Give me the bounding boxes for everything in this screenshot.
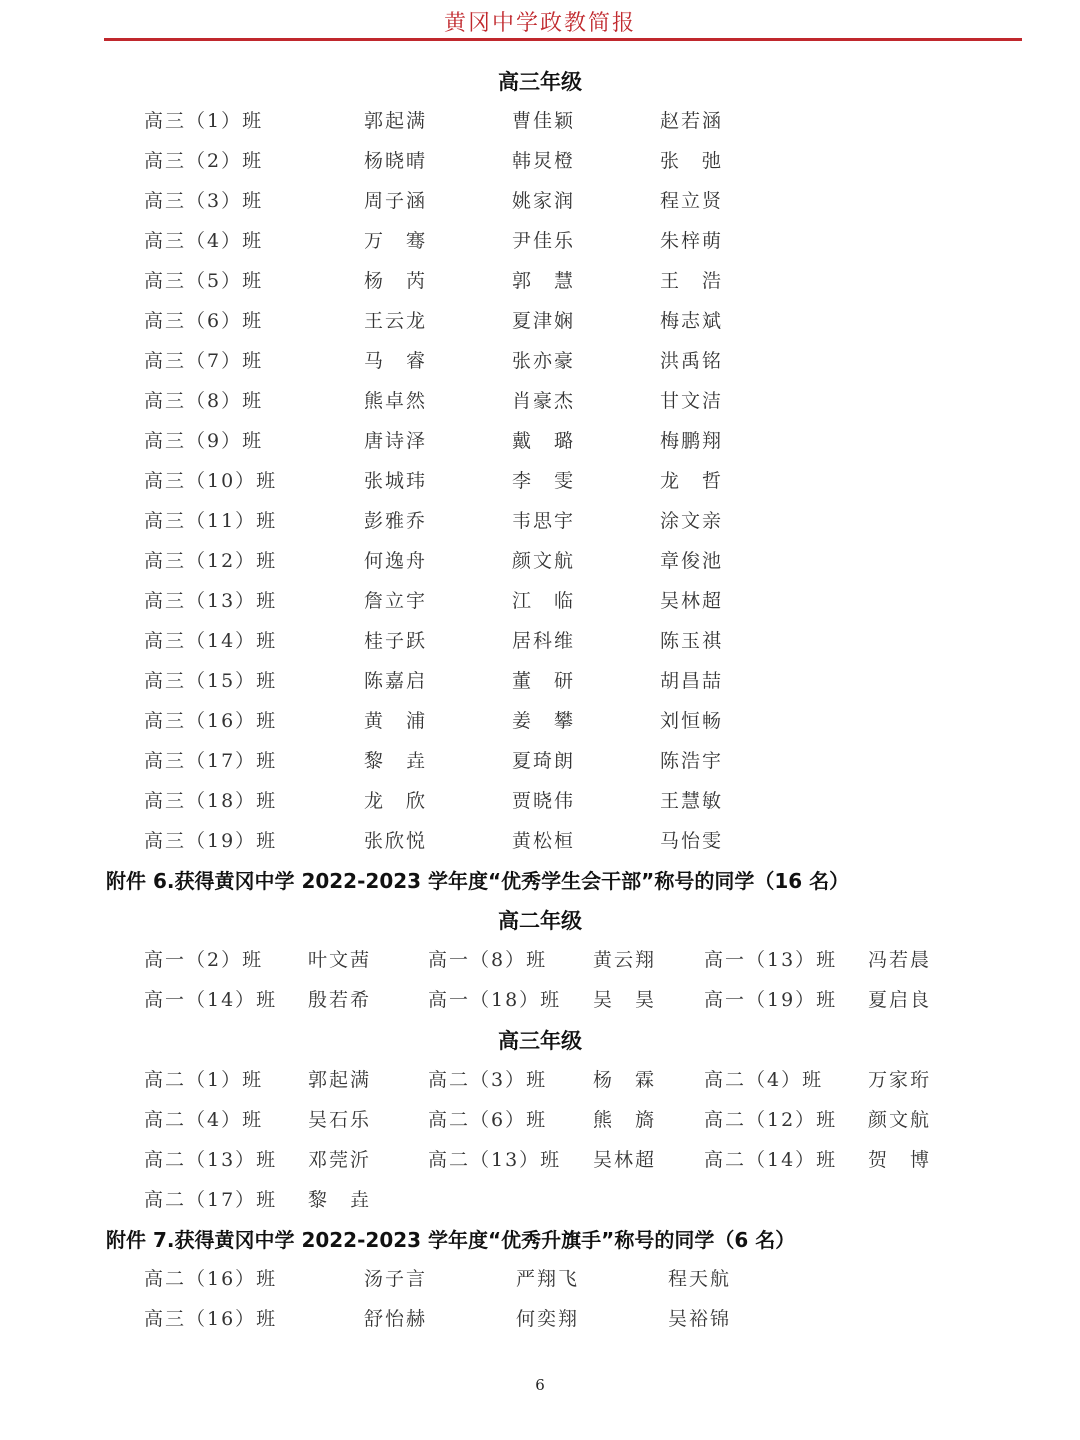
student-name: 彭雅乔: [364, 510, 428, 532]
student-name: 詹立宇: [364, 590, 428, 612]
class-name: 高三（8）班: [144, 390, 264, 412]
student-name: 姚家润: [512, 190, 576, 212]
student-name: 万家珩: [868, 1069, 932, 1091]
student-name: 郭起满: [364, 110, 428, 132]
class-name: 高三（9）班: [144, 430, 264, 452]
newsletter-header: [0, 0, 1080, 42]
student-name: 程天航: [668, 1268, 732, 1290]
student-name: 邓莞沂: [308, 1149, 372, 1171]
student-name: 张欣悦: [364, 830, 428, 852]
student-name: 杨晓晴: [364, 150, 428, 172]
class-name: 高三（2）班: [144, 150, 264, 172]
class-name: 高三（14）班: [144, 630, 278, 652]
class-name: 高二（16）班: [144, 1268, 278, 1290]
student-name: 陈玉祺: [660, 630, 724, 652]
grade12-row: [0, 466, 1080, 496]
student-name: 吴裕锦: [668, 1308, 732, 1330]
student-name: 刘恒畅: [660, 710, 724, 732]
student-name: 舒怡赫: [364, 1308, 428, 1330]
student-name: 张 弛: [660, 150, 724, 172]
student-name: 涂文亲: [660, 510, 724, 532]
grade12-row: [0, 506, 1080, 536]
annex6-grade11-row: [0, 945, 1080, 975]
student-name: 冯若晨: [868, 949, 932, 971]
annex6-grade12-row: [0, 1065, 1080, 1095]
student-name: 肖豪杰: [512, 390, 576, 412]
grade12-heading: 高三年级: [498, 70, 582, 94]
grade12-row: [0, 426, 1080, 456]
class-name: 高三（3）班: [144, 190, 264, 212]
student-name: 居科维: [512, 630, 576, 652]
header-divider: [104, 38, 1022, 41]
grade12-row: [0, 306, 1080, 336]
student-name: 熊卓然: [364, 390, 428, 412]
student-name: 夏琦朗: [512, 750, 576, 772]
class-name: 高三（1）班: [144, 110, 264, 132]
class-name: 高一（13）班: [704, 949, 838, 971]
student-name: 马怡雯: [660, 830, 724, 852]
annex6-grade11-heading: 高二年级: [498, 909, 582, 933]
grade12-row: [0, 746, 1080, 776]
class-name: 高一（2）班: [144, 949, 264, 971]
class-name: 高三（16）班: [144, 710, 278, 732]
newsletter-title: 黄冈中学政教简报: [443, 11, 636, 36]
class-name: 高三（5）班: [144, 270, 264, 292]
student-name: 吴 昊: [593, 989, 657, 1011]
annex6-grade12-heading: 高三年级: [498, 1029, 582, 1053]
class-name: 高一（19）班: [704, 989, 838, 1011]
student-name: 甘文洁: [660, 390, 724, 412]
grade12-row: [0, 266, 1080, 296]
class-name: 高三（11）班: [144, 510, 278, 532]
student-name: 万 骞: [364, 230, 428, 252]
student-name: 严翔飞: [516, 1268, 580, 1290]
class-name: 高三（17）班: [144, 750, 278, 772]
class-name: 高二（13）班: [428, 1149, 562, 1171]
annex7-title: 附件 7.获得黄冈中学 2022-2023 学年度“优秀升旗手”称号的同学（6 名）: [106, 1228, 796, 1252]
student-name: 龙 欣: [364, 790, 428, 812]
annex7-row: [0, 1304, 1080, 1334]
student-name: 胡昌喆: [660, 670, 724, 692]
class-name: 高一（14）班: [144, 989, 278, 1011]
class-name: 高二（4）班: [144, 1109, 264, 1131]
student-name: 洪禹铭: [660, 350, 724, 372]
grade12-row: [0, 146, 1080, 176]
grade12-row: [0, 106, 1080, 136]
student-name: 黄云翔: [593, 949, 657, 971]
student-name: 黄松桓: [512, 830, 576, 852]
class-name: 高二（14）班: [704, 1149, 838, 1171]
student-name: 周子涵: [364, 190, 428, 212]
student-name: 郭起满: [308, 1069, 372, 1091]
student-name: 吴林超: [593, 1149, 657, 1171]
student-name: 王云龙: [364, 310, 428, 332]
class-name: 高三（18）班: [144, 790, 278, 812]
student-name: 汤子言: [364, 1268, 428, 1290]
student-name: 赵若涵: [660, 110, 724, 132]
grade12-row: [0, 586, 1080, 616]
class-name: 高二（13）班: [144, 1149, 278, 1171]
annex6-grade12-row: [0, 1185, 1080, 1215]
student-name: 黎 垚: [364, 750, 428, 772]
annex6-grade12-row: [0, 1145, 1080, 1175]
student-name: 叶文茜: [308, 949, 372, 971]
student-name: 程立贤: [660, 190, 724, 212]
student-name: 戴 璐: [512, 430, 576, 452]
grade12-row: [0, 666, 1080, 696]
grade12-row: [0, 826, 1080, 856]
grade12-row: [0, 346, 1080, 376]
class-name: 高三（19）班: [144, 830, 278, 852]
student-name: 王 浩: [660, 270, 724, 292]
class-name: 高三（12）班: [144, 550, 278, 572]
student-name: 贺 博: [868, 1149, 932, 1171]
student-name: 姜 攀: [512, 710, 576, 732]
annex6-title: 附件 6.获得黄冈中学 2022-2023 学年度“优秀学生会干部”称号的同学（16 名）: [106, 869, 850, 893]
student-name: 颜文航: [868, 1109, 932, 1131]
grade12-row: [0, 626, 1080, 656]
grade12-row: [0, 706, 1080, 736]
student-name: 郭 慧: [512, 270, 576, 292]
annex6-grade12-row: [0, 1105, 1080, 1135]
student-name: 陈嘉启: [364, 670, 428, 692]
student-name: 唐诗泽: [364, 430, 428, 452]
student-name: 张城玮: [364, 470, 428, 492]
student-name: 何奕翔: [516, 1308, 580, 1330]
student-name: 李 雯: [512, 470, 576, 492]
student-name: 韦思宇: [512, 510, 576, 532]
student-name: 马 睿: [364, 350, 428, 372]
student-name: 熊 旖: [593, 1109, 657, 1131]
annex6-grade11-row: [0, 985, 1080, 1015]
student-name: 曹佳颖: [512, 110, 576, 132]
student-name: 梅志斌: [660, 310, 724, 332]
class-name: 高一（8）班: [428, 949, 548, 971]
student-name: 陈浩宇: [660, 750, 724, 772]
student-name: 吴石乐: [308, 1109, 372, 1131]
student-name: 龙 哲: [660, 470, 724, 492]
student-name: 贾晓伟: [512, 790, 576, 812]
grade12-row: [0, 226, 1080, 256]
class-name: 高三（7）班: [144, 350, 264, 372]
student-name: 王慧敏: [660, 790, 724, 812]
grade12-row: [0, 546, 1080, 576]
student-name: 张亦豪: [512, 350, 576, 372]
class-name: 高三（4）班: [144, 230, 264, 252]
student-name: 黄 浦: [364, 710, 428, 732]
student-name: 杨 霖: [593, 1069, 657, 1091]
class-name: 高二（6）班: [428, 1109, 548, 1131]
grade12-row: [0, 386, 1080, 416]
grade12-row: [0, 786, 1080, 816]
class-name: 高二（1）班: [144, 1069, 264, 1091]
page-number: 6: [535, 1376, 545, 1394]
student-name: 尹佳乐: [512, 230, 576, 252]
class-name: 高三（13）班: [144, 590, 278, 612]
class-name: 高二（12）班: [704, 1109, 838, 1131]
student-name: 吴林超: [660, 590, 724, 612]
student-name: 桂子跃: [364, 630, 428, 652]
class-name: 高三（15）班: [144, 670, 278, 692]
class-name: 高三（6）班: [144, 310, 264, 332]
student-name: 章俊池: [660, 550, 724, 572]
class-name: 高三（16）班: [144, 1308, 278, 1330]
annex7-row: [0, 1264, 1080, 1294]
student-name: 何逸舟: [364, 550, 428, 572]
class-name: 高三（10）班: [144, 470, 278, 492]
class-name: 高一（18）班: [428, 989, 562, 1011]
student-name: 江 临: [512, 590, 576, 612]
student-name: 殷若希: [308, 989, 372, 1011]
student-name: 梅鹏翔: [660, 430, 724, 452]
grade12-row: [0, 186, 1080, 216]
student-name: 杨 芮: [364, 270, 428, 292]
class-name: 高二（17）班: [144, 1189, 278, 1211]
student-name: 颜文航: [512, 550, 576, 572]
class-name: 高二（3）班: [428, 1069, 548, 1091]
student-name: 黎 垚: [308, 1189, 372, 1211]
student-name: 夏启良: [868, 989, 932, 1011]
student-name: 韩炅橙: [512, 150, 576, 172]
student-name: 朱梓萌: [660, 230, 724, 252]
student-name: 夏津娴: [512, 310, 576, 332]
class-name: 高二（4）班: [704, 1069, 824, 1091]
student-name: 董 研: [512, 670, 576, 692]
